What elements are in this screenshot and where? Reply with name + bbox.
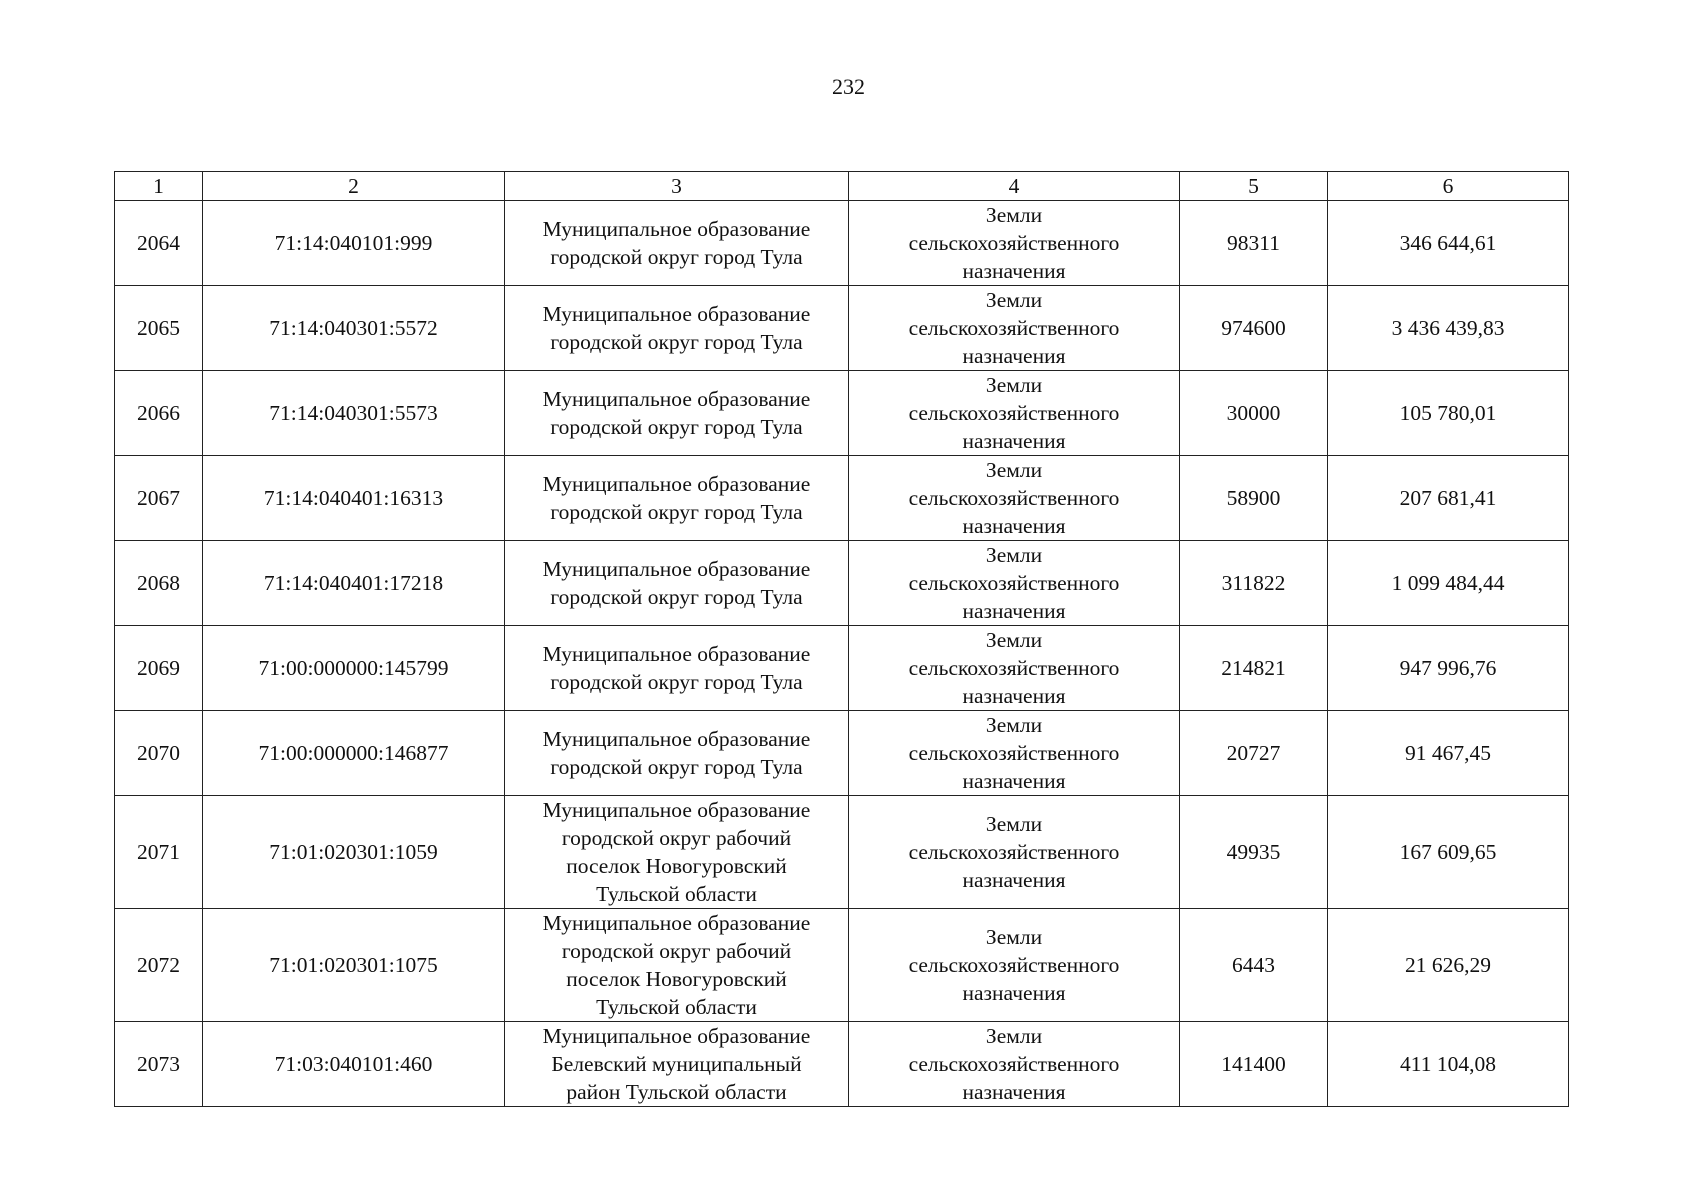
cadastral-number-cell: 71:14:040401:16313 (203, 456, 505, 541)
land-category-cell-line: сельскохозяйственного (908, 401, 1120, 425)
land-category-cell-line: сельскохозяйственного (908, 840, 1120, 864)
owner-cell-line: Муниципальное образование (542, 387, 811, 411)
owner-cell (505, 371, 849, 456)
row-number-cell: 2069 (115, 626, 203, 711)
owner-cell-line: городской округ город Тула (550, 415, 803, 439)
cadastral-value-cell: 105 780,01 (1328, 371, 1569, 456)
cadastral-number-cell: 71:01:020301:1075 (203, 909, 505, 1022)
page-number: 232 (832, 74, 865, 99)
land-category-cell (849, 456, 1180, 541)
column-header: 6 (1328, 172, 1569, 201)
land-category-cell (849, 541, 1180, 626)
land-category-cell (849, 371, 1180, 456)
land-category-cell-line: Земли (985, 1024, 1043, 1048)
land-category-cell-line: Земли (985, 925, 1043, 949)
cadastral-number-cell: 71:14:040401:17218 (203, 541, 505, 626)
table-row (115, 711, 1569, 796)
column-header: 3 (505, 172, 849, 201)
owner-cell-line: городской округ рабочий (561, 826, 792, 850)
owner-cell-line: городской округ город Тула (550, 755, 803, 779)
land-category-cell-line: назначения (962, 429, 1066, 453)
land-category-cell (849, 626, 1180, 711)
area-cell: 98311 (1180, 201, 1328, 286)
cadastral-number-cell: 71:01:020301:1059 (203, 796, 505, 909)
owner-cell-line: поселок Новогуровский (566, 967, 787, 991)
owner-cell-line: Тульской области (596, 995, 757, 1019)
area-cell: 20727 (1180, 711, 1328, 796)
owner-cell-line: Муниципальное образование (542, 217, 811, 241)
owner-cell (505, 201, 849, 286)
row-number-cell: 2072 (115, 909, 203, 1022)
area-cell: 30000 (1180, 371, 1328, 456)
land-category-cell-line: назначения (962, 981, 1066, 1005)
land-category-cell-line: сельскохозяйственного (908, 316, 1120, 340)
land-category-cell-line: сельскохозяйственного (908, 486, 1120, 510)
land-category-cell-line: Земли (985, 713, 1043, 737)
area-cell: 6443 (1180, 909, 1328, 1022)
owner-cell-line: Муниципальное образование (542, 642, 811, 666)
owner-cell-line: городской округ город Тула (550, 585, 803, 609)
owner-cell (505, 909, 849, 1022)
owner-cell-line: Муниципальное образование (542, 557, 811, 581)
cadastral-number-cell: 71:14:040101:999 (203, 201, 505, 286)
cadastral-number-cell: 71:14:040301:5573 (203, 371, 505, 456)
row-number-cell: 2071 (115, 796, 203, 909)
cadastral-value-cell: 1 099 484,44 (1328, 541, 1569, 626)
cadastral-value-cell: 3 436 439,83 (1328, 286, 1569, 371)
cadastral-number-cell: 71:00:000000:146877 (203, 711, 505, 796)
owner-cell-line: городской округ город Тула (550, 670, 803, 694)
cadastral-value-cell: 207 681,41 (1328, 456, 1569, 541)
land-category-cell-line: назначения (962, 684, 1066, 708)
owner-cell-line: городской округ город Тула (550, 500, 803, 524)
row-number-cell: 2065 (115, 286, 203, 371)
owner-cell-line: район Тульской области (566, 1080, 787, 1104)
cadastral-value-cell: 167 609,65 (1328, 796, 1569, 909)
table-row (115, 201, 1569, 286)
column-header: 4 (849, 172, 1180, 201)
row-number-cell: 2064 (115, 201, 203, 286)
row-number-cell: 2067 (115, 456, 203, 541)
owner-cell-line: Тульской области (596, 882, 757, 906)
owner-cell-line: Муниципальное образование (542, 798, 811, 822)
land-category-cell-line: Земли (985, 458, 1043, 482)
table-row (115, 456, 1569, 541)
row-number-cell: 2073 (115, 1022, 203, 1107)
owner-cell-line: Муниципальное образование (542, 472, 811, 496)
owner-cell (505, 626, 849, 711)
owner-cell-line: Муниципальное образование (542, 1024, 811, 1048)
cadastral-value-cell: 91 467,45 (1328, 711, 1569, 796)
owner-cell-line: городской округ город Тула (550, 330, 803, 354)
table-row (115, 541, 1569, 626)
land-category-cell (849, 201, 1180, 286)
owner-cell (505, 286, 849, 371)
land-category-cell-line: Земли (985, 203, 1043, 227)
cadastral-value-cell: 346 644,61 (1328, 201, 1569, 286)
land-category-cell-line: сельскохозяйственного (908, 656, 1120, 680)
owner-cell (505, 541, 849, 626)
land-category-cell-line: Земли (985, 288, 1043, 312)
area-cell: 214821 (1180, 626, 1328, 711)
owner-cell-line: Муниципальное образование (542, 727, 811, 751)
owner-cell (505, 456, 849, 541)
table-row (115, 286, 1569, 371)
land-category-cell-line: сельскохозяйственного (908, 571, 1120, 595)
column-header: 1 (115, 172, 203, 201)
owner-cell (505, 1022, 849, 1107)
land-category-cell-line: назначения (962, 344, 1066, 368)
row-number-cell: 2070 (115, 711, 203, 796)
owner-cell-line: поселок Новогуровский (566, 854, 787, 878)
owner-cell-line: городской округ город Тула (550, 245, 803, 269)
area-cell: 49935 (1180, 796, 1328, 909)
column-header: 5 (1180, 172, 1328, 201)
land-category-cell (849, 286, 1180, 371)
land-category-cell-line: сельскохозяйственного (908, 1052, 1120, 1076)
table-row (115, 796, 1569, 909)
table-row (115, 371, 1569, 456)
header-row (115, 172, 1569, 201)
land-category-cell-line: Земли (985, 373, 1043, 397)
owner-cell-line: Муниципальное образование (542, 911, 811, 935)
table-row (115, 1022, 1569, 1107)
land-category-cell (849, 909, 1180, 1022)
land-category-cell-line: сельскохозяйственного (908, 231, 1120, 255)
owner-cell-line: Белевский муниципальный (551, 1052, 802, 1076)
land-category-cell-line: назначения (962, 599, 1066, 623)
land-category-cell (849, 1022, 1180, 1107)
land-category-cell-line: Земли (985, 628, 1043, 652)
land-category-cell-line: назначения (962, 514, 1066, 538)
table-row (115, 626, 1569, 711)
land-category-cell (849, 796, 1180, 909)
owner-cell (505, 711, 849, 796)
land-category-cell-line: назначения (962, 769, 1066, 793)
cadastral-value-cell: 21 626,29 (1328, 909, 1569, 1022)
land-category-cell-line: Земли (985, 543, 1043, 567)
area-cell: 311822 (1180, 541, 1328, 626)
land-category-cell-line: назначения (962, 1080, 1066, 1104)
land-category-cell (849, 711, 1180, 796)
owner-cell-line: городской округ рабочий (561, 939, 792, 963)
land-category-cell-line: назначения (962, 259, 1066, 283)
area-cell: 974600 (1180, 286, 1328, 371)
land-plots-table (114, 171, 1569, 1107)
owner-cell (505, 796, 849, 909)
land-category-cell-line: Земли (985, 812, 1043, 836)
cadastral-value-cell: 947 996,76 (1328, 626, 1569, 711)
row-number-cell: 2068 (115, 541, 203, 626)
owner-cell-line: Муниципальное образование (542, 302, 811, 326)
column-header: 2 (203, 172, 505, 201)
cadastral-value-cell: 411 104,08 (1328, 1022, 1569, 1107)
row-number-cell: 2066 (115, 371, 203, 456)
land-category-cell-line: сельскохозяйственного (908, 953, 1120, 977)
land-category-cell-line: сельскохозяйственного (908, 741, 1120, 765)
area-cell: 141400 (1180, 1022, 1328, 1107)
area-cell: 58900 (1180, 456, 1328, 541)
table-row (115, 909, 1569, 1022)
cadastral-number-cell: 71:03:040101:460 (203, 1022, 505, 1107)
land-category-cell-line: назначения (962, 868, 1066, 892)
cadastral-number-cell: 71:14:040301:5572 (203, 286, 505, 371)
cadastral-number-cell: 71:00:000000:145799 (203, 626, 505, 711)
